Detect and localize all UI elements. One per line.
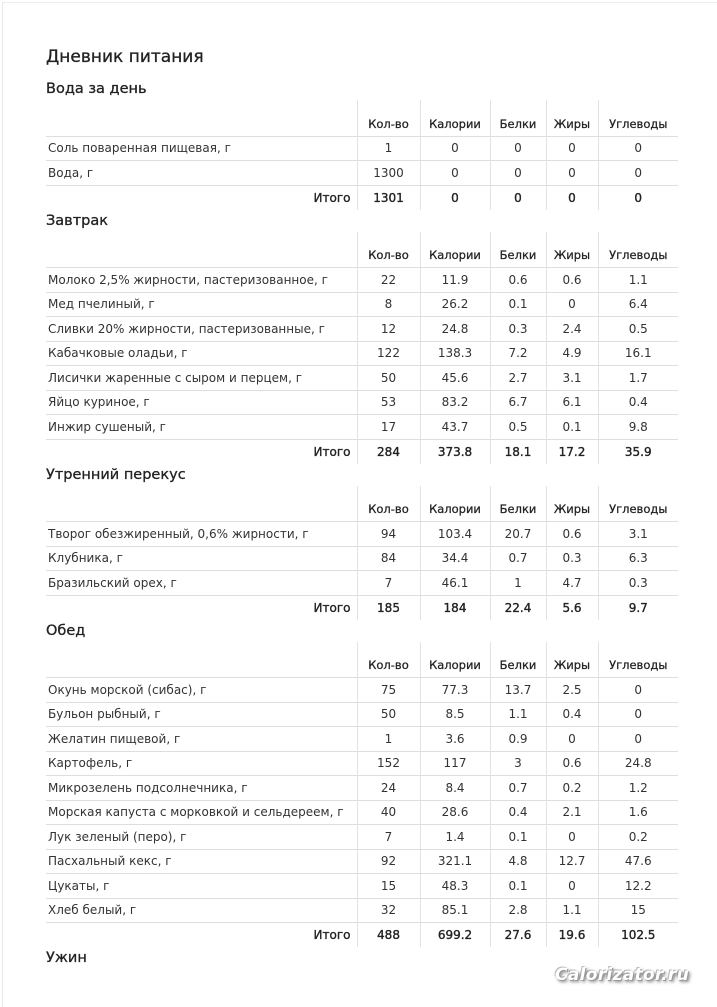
cell-fat: 0.6 [546,522,598,547]
cell-qty: 50 [357,366,420,391]
cell-fat: 0 [546,727,598,752]
cell-cal: 103.4 [420,522,490,547]
cell-qty: 8 [357,292,420,317]
total-label: Итого [46,923,357,948]
header-blank [46,100,357,136]
cell-carb: 1.7 [598,366,678,391]
cell-prot: 13.7 [490,678,546,703]
cell-fat: 2.5 [546,678,598,703]
cell-prot: 0.1 [490,874,546,899]
cell-fat: 0.2 [546,776,598,801]
cell-carb: 12.2 [598,874,678,899]
total-fat: 5.6 [546,595,598,620]
total-cal: 0 [420,185,490,210]
cell-fat: 6.1 [546,390,598,415]
food-name: Клубника, г [46,546,357,571]
table-header-row [46,486,678,522]
section-title: Вода за день [46,81,147,97]
cell-prot: 2.7 [490,366,546,391]
table-row [46,292,678,317]
cell-qty: 152 [357,751,420,776]
cell-carb: 9.8 [598,415,678,440]
table-row [46,390,678,415]
meal-section [46,464,678,620]
section-title: Завтрак [46,212,109,229]
cell-prot: 4.8 [490,849,546,874]
total-carb: 0 [598,185,678,210]
food-name: Окунь морской (сибас), г [46,678,357,703]
cell-carb: 1.2 [598,776,678,801]
cell-cal: 45.6 [420,366,490,391]
cell-qty: 1 [357,136,420,161]
cell-fat: 0 [546,874,598,899]
cell-carb: 0 [598,727,678,752]
cell-cal: 34.4 [420,546,490,571]
cell-cal: 0 [420,136,490,161]
nutrition-table [46,232,678,464]
cell-carb: 24.8 [598,751,678,776]
cell-fat: 0.6 [546,751,598,776]
cell-fat: 0 [546,136,598,161]
cell-carb: 0 [598,678,678,703]
column-header-prot: Белки [490,486,546,522]
nutrition-table [46,642,678,948]
table-row [46,898,678,923]
cell-prot: 6.7 [490,390,546,415]
cell-fat: 2.4 [546,317,598,342]
table-row [46,366,678,391]
cell-cal: 46.1 [420,571,490,596]
total-qty: 1301 [357,185,420,210]
cell-cal: 0 [420,161,490,186]
table-row [46,136,678,161]
food-diary [46,44,678,969]
total-row [46,595,678,620]
cell-fat: 0 [546,161,598,186]
column-header-fat: Жиры [546,232,598,268]
cell-prot: 0.4 [490,800,546,825]
cell-carb: 0 [598,161,678,186]
cell-carb: 15 [598,898,678,923]
cell-cal: 1.4 [420,825,490,850]
table-row [46,415,678,440]
column-header-cal: Калории [420,232,490,268]
column-header-fat: Жиры [546,100,598,136]
cell-fat: 0.4 [546,702,598,727]
total-prot: 18.1 [490,439,546,464]
total-qty: 284 [357,439,420,464]
column-header-cal: Калории [420,100,490,136]
cell-carb: 6.3 [598,546,678,571]
page-title: Дневник питания [46,47,204,67]
column-header-fat: Жиры [546,642,598,678]
cell-qty: 1300 [357,161,420,186]
cell-carb: 0.2 [598,825,678,850]
cell-fat: 0 [546,825,598,850]
total-cal: 373.8 [420,439,490,464]
watermark-logo: Calorizator.ru [555,965,689,985]
cell-cal: 24.8 [420,317,490,342]
cell-prot: 0.6 [490,268,546,293]
total-row [46,439,678,464]
column-header-carb: Углеводы [598,100,678,136]
total-fat: 0 [546,185,598,210]
total-prot: 0 [490,185,546,210]
total-qty: 185 [357,595,420,620]
cell-carb: 1.6 [598,800,678,825]
cell-prot: 2.8 [490,898,546,923]
cell-carb: 1.1 [598,268,678,293]
food-name: Картофель, г [46,751,357,776]
cell-fat: 0.3 [546,546,598,571]
column-header-qty: Кол-во [357,486,420,522]
food-name: Лук зеленый (перо), г [46,825,357,850]
total-qty: 488 [357,923,420,948]
food-name: Яйцо куриное, г [46,390,357,415]
cell-prot: 20.7 [490,522,546,547]
meal-section [46,78,678,210]
header-blank [46,642,357,678]
table-header-row [46,232,678,268]
total-prot: 22.4 [490,595,546,620]
table-row [46,161,678,186]
food-name: Мед пчелиный, г [46,292,357,317]
cell-cal: 321.1 [420,849,490,874]
cell-carb: 0.5 [598,317,678,342]
cell-carb: 6.4 [598,292,678,317]
cell-cal: 11.9 [420,268,490,293]
column-header-qty: Кол-во [357,232,420,268]
cell-prot: 0 [490,161,546,186]
table-row [46,874,678,899]
cell-cal: 138.3 [420,341,490,366]
cell-carb: 0.4 [598,390,678,415]
cell-qty: 32 [357,898,420,923]
cell-qty: 92 [357,849,420,874]
total-fat: 17.2 [546,439,598,464]
food-name: Творог обезжиренный, 0,6% жирности, г [46,522,357,547]
column-header-prot: Белки [490,100,546,136]
cell-cal: 8.5 [420,702,490,727]
total-label: Итого [46,439,357,464]
cell-qty: 15 [357,874,420,899]
total-label: Итого [46,595,357,620]
cell-fat: 0 [546,292,598,317]
meal-section [46,620,678,948]
cell-qty: 12 [357,317,420,342]
cell-prot: 0.7 [490,776,546,801]
food-name: Бразильский орех, г [46,571,357,596]
food-name: Хлеб белый, г [46,898,357,923]
cell-carb: 0 [598,702,678,727]
cell-cal: 48.3 [420,874,490,899]
section-title: Утренний перекус [46,466,186,483]
cell-prot: 0.5 [490,415,546,440]
cell-prot: 0.1 [490,292,546,317]
total-carb: 35.9 [598,439,678,464]
cell-cal: 83.2 [420,390,490,415]
food-name: Микрозелень подсолнечника, г [46,776,357,801]
cell-prot: 1.1 [490,702,546,727]
cell-fat: 0.1 [546,415,598,440]
table-row [46,849,678,874]
cell-carb: 16.1 [598,341,678,366]
total-cal: 184 [420,595,490,620]
total-label: Итого [46,185,357,210]
cell-carb: 3.1 [598,522,678,547]
table-row [46,751,678,776]
cell-fat: 1.1 [546,898,598,923]
column-header-carb: Углеводы [598,486,678,522]
column-header-prot: Белки [490,232,546,268]
cell-qty: 7 [357,571,420,596]
food-name: Инжир сушеный, г [46,415,357,440]
total-prot: 27.6 [490,923,546,948]
cell-carb: 47.6 [598,849,678,874]
cell-cal: 77.3 [420,678,490,703]
column-header-cal: Калории [420,642,490,678]
cell-prot: 0.7 [490,546,546,571]
header-blank [46,486,357,522]
column-header-qty: Кол-во [357,642,420,678]
food-name: Лисички жаренные с сыром и перцем, г [46,366,357,391]
sections-container [46,78,678,947]
nutrition-table [46,100,678,210]
column-header-carb: Углеводы [598,642,678,678]
cell-prot: 7.2 [490,341,546,366]
table-row [46,571,678,596]
meal-section [46,210,678,464]
total-cal: 699.2 [420,923,490,948]
total-carb: 102.5 [598,923,678,948]
total-row [46,923,678,948]
total-row [46,185,678,210]
total-fat: 19.6 [546,923,598,948]
cell-qty: 22 [357,268,420,293]
cell-prot: 0 [490,136,546,161]
food-name: Бульон рыбный, г [46,702,357,727]
cell-fat: 4.7 [546,571,598,596]
table-row [46,776,678,801]
section-title: Обед [46,622,86,639]
food-name: Цукаты, г [46,874,357,899]
table-row [46,268,678,293]
section-title-dinner: Ужин [46,950,87,966]
cell-cal: 85.1 [420,898,490,923]
cell-qty: 1 [357,727,420,752]
table-row [46,317,678,342]
cell-qty: 24 [357,776,420,801]
food-name: Сливки 20% жирности, пастеризованные, г [46,317,357,342]
table-header-row [46,642,678,678]
food-name: Вода, г [46,161,357,186]
cell-cal: 43.7 [420,415,490,440]
cell-qty: 40 [357,800,420,825]
cell-prot: 1 [490,571,546,596]
cell-prot: 0.9 [490,727,546,752]
cell-qty: 84 [357,546,420,571]
cell-qty: 7 [357,825,420,850]
cell-qty: 75 [357,678,420,703]
cell-qty: 50 [357,702,420,727]
cell-qty: 122 [357,341,420,366]
table-header-row [46,100,678,136]
cell-fat: 3.1 [546,366,598,391]
total-carb: 9.7 [598,595,678,620]
column-header-cal: Калории [420,486,490,522]
cell-qty: 94 [357,522,420,547]
cell-prot: 0.1 [490,825,546,850]
table-row [46,341,678,366]
column-header-carb: Углеводы [598,232,678,268]
nutrition-table [46,486,678,620]
table-row [46,825,678,850]
table-row [46,800,678,825]
cell-cal: 117 [420,751,490,776]
cell-fat: 12.7 [546,849,598,874]
food-name: Желатин пищевой, г [46,727,357,752]
cell-carb: 0.3 [598,571,678,596]
food-name: Пасхальный кекс, г [46,849,357,874]
table-row [46,546,678,571]
table-row [46,522,678,547]
cell-qty: 53 [357,390,420,415]
cell-carb: 0 [598,136,678,161]
cell-prot: 3 [490,751,546,776]
cell-fat: 0.6 [546,268,598,293]
cell-qty: 17 [357,415,420,440]
cell-cal: 8.4 [420,776,490,801]
column-header-prot: Белки [490,642,546,678]
cell-prot: 0.3 [490,317,546,342]
cell-cal: 3.6 [420,727,490,752]
cell-fat: 2.1 [546,800,598,825]
cell-fat: 4.9 [546,341,598,366]
header-blank [46,232,357,268]
food-name: Кабачковые оладьи, г [46,341,357,366]
food-name: Морская капуста с морковкой и сельдереем, г [46,800,357,825]
column-header-fat: Жиры [546,486,598,522]
table-row [46,702,678,727]
food-name: Молоко 2,5% жирности, пастеризованное, г [46,268,357,293]
cell-cal: 26.2 [420,292,490,317]
food-name: Соль поваренная пищевая, г [46,136,357,161]
table-row [46,727,678,752]
cell-cal: 28.6 [420,800,490,825]
table-row [46,678,678,703]
column-header-qty: Кол-во [357,100,420,136]
